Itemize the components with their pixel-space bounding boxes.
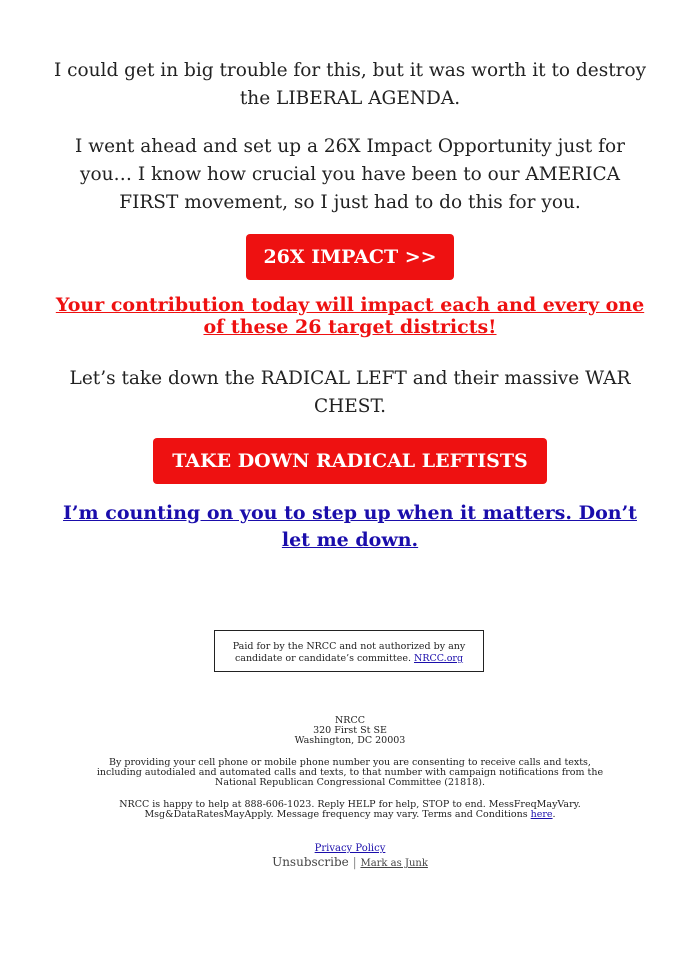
footer [90, 716, 610, 872]
sms-consent-text: By providing your cell phone or mobile phone number you are consenting to receive calls and texts, including autodialed and automated calls and texts, to that number with campaign notifications from the National Republican Congressional Committee (21818). [96, 757, 604, 788]
privacy-policy-link[interactable]: Privacy Policy [314, 843, 386, 854]
unsubscribe-link[interactable]: Unsubscribe [272, 855, 349, 869]
footer-org: NRCC [334, 715, 365, 726]
help-text: NRCC is happy to help at 888-606-1023. Reply HELP for help, STOP to end. MessFreqMayVary. Msg&DataRatesMayApply. Message frequency may vary. Terms and Conditions here. [119, 799, 581, 820]
privacy-row [90, 844, 610, 854]
mark-as-junk-link[interactable]: Mark as Junk [360, 858, 428, 869]
footer-address-line2: Washington, DC 20003 [294, 735, 406, 746]
intro-paragraph: I could get in big trouble for this, but it was worth it to destroy the LIBERAL AGENDA. [53, 60, 647, 109]
unsubscribe-row [90, 854, 610, 872]
contribution-link[interactable]: Your contribution today will impact each and every one of these 26 target districts! [55, 294, 645, 338]
impact-button-row [50, 234, 650, 280]
paid-for-disclaimer [214, 630, 484, 672]
disclaimer-text: Paid for by the NRCC and not authorized by any candidate or candidate’s committee. [232, 641, 466, 664]
take-down-button[interactable]: TAKE DOWN RADICAL LEFTISTS [153, 438, 547, 484]
footer-separator: | [352, 855, 357, 869]
offer-paragraph: I went ahead and set up a 26X Impact Opportunity just for you… I know how crucial you have been to our AMERICA FIRST movement, so I just had to do this for you. [75, 136, 625, 213]
impact-button[interactable]: 26X IMPACT >> [246, 234, 454, 280]
war-chest-paragraph: Let’s take down the RADICAL LEFT and their massive WAR CHEST. [69, 368, 631, 417]
email-body [50, 0, 650, 554]
nrcc-website-link[interactable]: NRCC.org [414, 653, 464, 664]
help-text-body: NRCC is happy to help at 888-606-1023. Reply HELP for help, STOP to end. MessFreqMayVary. Msg&DataRatesMayApply. Message frequency may vary. Terms and Conditions [119, 799, 581, 820]
take-down-button-row [50, 438, 650, 484]
counting-on-you-link[interactable]: I’m counting on you to step up when it matters. Don’t let me down. [63, 502, 637, 551]
footer-address-line1: 320 First St SE [313, 725, 387, 736]
terms-link[interactable]: here [530, 809, 553, 820]
